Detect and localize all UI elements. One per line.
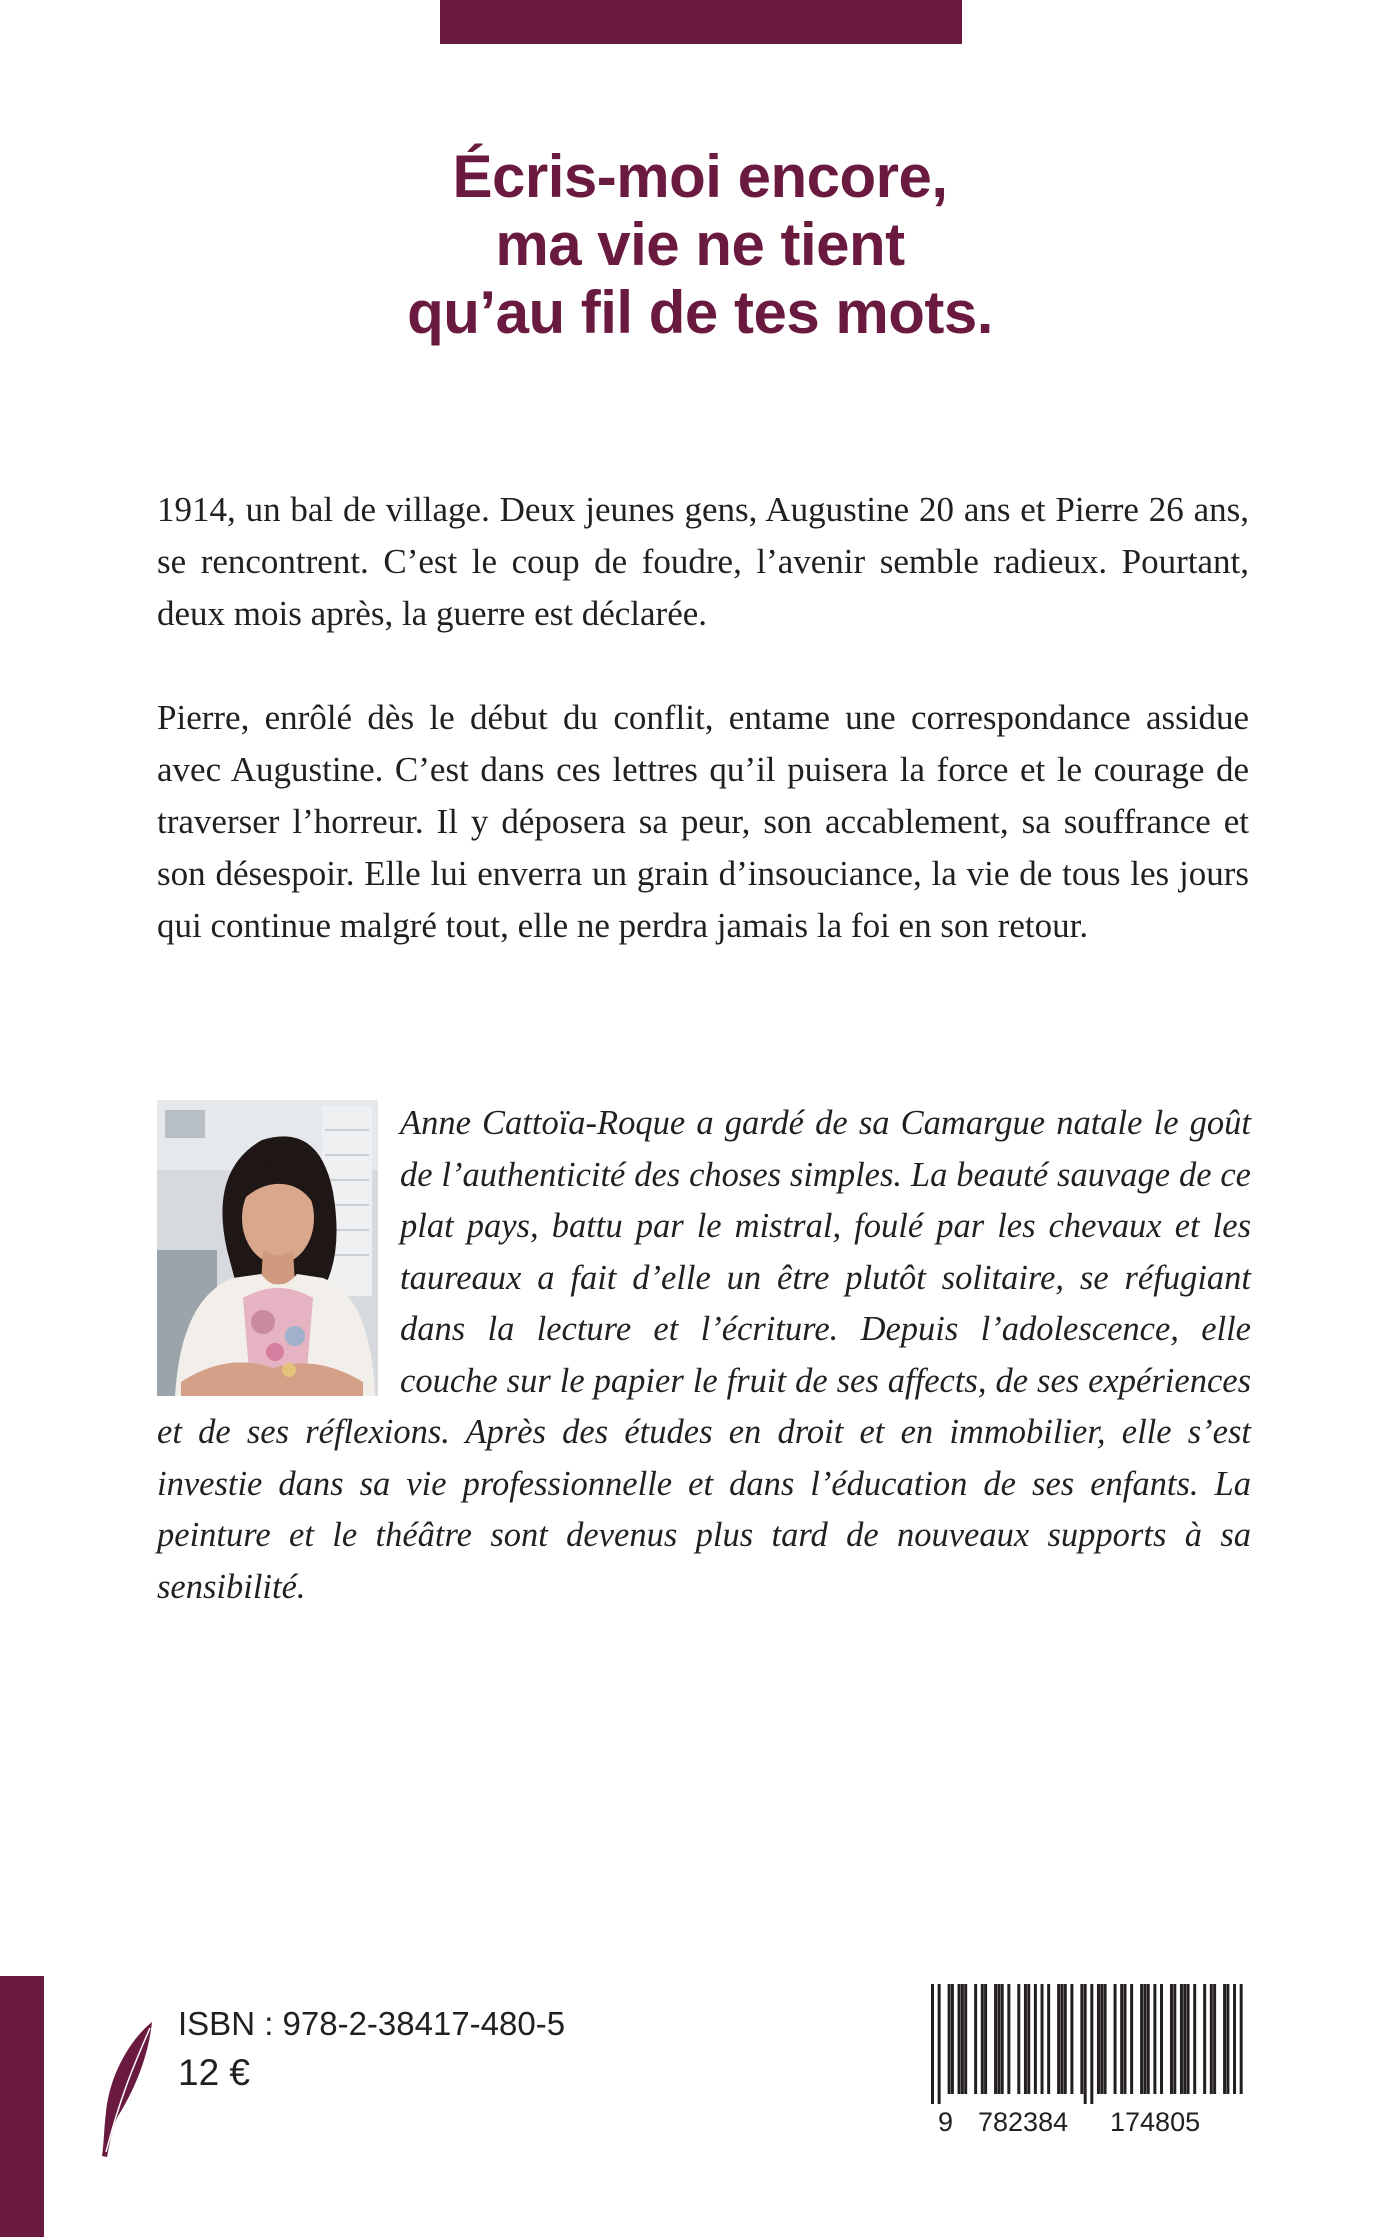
barcode-bar	[1210, 1984, 1213, 2094]
barcode-bar	[974, 1984, 977, 2094]
synopsis-paragraph-1: 1914, un bal de village. Deux jeunes gens, Augustine 20 ans et Pierre 26 ans, se rencontrent. C’est le coup de foudre, l’avenir semble radieux. Pourtant, deux mois après, la guerre est déclarée.	[157, 490, 1249, 633]
barcode-bar	[1223, 1984, 1226, 2094]
barcode-bar	[1084, 1984, 1087, 2104]
barcode-digit-group-1: 782384	[978, 2107, 1069, 2137]
barcode-bar	[1090, 1984, 1093, 2104]
barcode-bar	[1124, 1984, 1127, 2094]
barcode-bar	[1180, 1984, 1183, 2094]
quill-feather-icon	[98, 2020, 158, 2160]
barcode-bar	[1047, 1984, 1050, 2094]
barcode-bar	[1187, 1984, 1190, 2094]
tagline-line-2: ma vie ne tient	[495, 211, 905, 278]
barcode-bar	[1057, 1984, 1060, 2094]
barcode-bar	[1160, 1984, 1163, 2094]
barcode-bar	[1140, 1984, 1143, 2094]
barcode	[931, 1984, 1243, 2172]
price-label: 12 €	[178, 2052, 251, 2093]
barcode-bar	[1007, 1984, 1010, 2094]
barcode-bar	[951, 1984, 954, 2094]
author-photo	[157, 1100, 378, 1396]
side-color-band	[0, 1976, 44, 2237]
barcode-bar	[1034, 1984, 1037, 2094]
barcode-bar	[1060, 1984, 1063, 2094]
top-color-band	[440, 0, 962, 44]
barcode-bar	[1203, 1984, 1206, 2094]
barcode-digit-group-2: 174805	[1110, 2107, 1201, 2137]
barcode-bar	[1193, 1984, 1196, 2094]
tagline	[300, 143, 1100, 347]
barcode-bar	[1226, 1984, 1229, 2094]
synopsis-paragraph-2: Pierre, enrôlé dès le début du conflit, entame une correspondance assidue avec Augustine. C’est dans ces lettres qu’il puisera la force et le courage de traverser l’horreur. Il y déposera sa peur, son accablement, sa souffrance et son désespoir. Elle lui enverra un grain d’insouciance, la vie de tous les jours qui continue malgré tout, elle ne perdra jamais la foi en son retour.	[157, 698, 1249, 945]
barcode-bar	[1183, 1984, 1186, 2094]
author-bio-block	[157, 1098, 1251, 1613]
barcode-bar	[1041, 1984, 1044, 2094]
barcode-bar	[1100, 1984, 1103, 2094]
barcode-bar	[1001, 1984, 1004, 2094]
barcode-bar	[948, 1984, 951, 2094]
barcode-bar	[1097, 1984, 1100, 2094]
barcode-digit-first: 9	[938, 2107, 954, 2137]
barcode-bar	[1080, 1984, 1083, 2094]
tagline-line-3: qu’au fil de tes mots.	[407, 279, 993, 346]
barcode-bar	[1104, 1984, 1107, 2094]
barcode-bar	[1143, 1984, 1146, 2094]
barcode-bar	[1173, 1984, 1176, 2094]
barcode-bar	[1024, 1984, 1027, 2094]
barcode-bar	[1064, 1984, 1067, 2094]
barcode-bar	[1120, 1984, 1123, 2094]
isbn-label: ISBN : 978-2-38417-480-5	[178, 2005, 566, 2042]
barcode-bar	[1130, 1984, 1133, 2094]
barcode-bar	[1240, 1984, 1243, 2094]
barcode-bar	[1147, 1984, 1150, 2094]
barcode-bar	[1017, 1984, 1020, 2094]
barcode-bar	[981, 1984, 984, 2094]
barcode-bar	[938, 1984, 941, 2104]
synopsis	[157, 484, 1249, 1004]
barcode-bar	[961, 1984, 964, 2094]
barcode-bar	[984, 1984, 987, 2094]
barcode-bar	[1027, 1984, 1030, 2094]
barcode-bar	[958, 1984, 961, 2094]
barcode-bar	[931, 1984, 934, 2104]
barcode-bar	[1070, 1984, 1073, 2094]
barcode-bar	[994, 1984, 997, 2094]
barcode-bar	[1170, 1984, 1173, 2094]
barcode-bar	[1153, 1984, 1156, 2094]
barcode-bar	[1233, 1984, 1236, 2094]
author-bio: Anne Cattoïa-Roque a gardé de sa Camargue natale le goût de l’authenticité des choses simples. La beauté sauvage de ce plat pays, battu par le mistral, foulé par les chevaux et les taureaux a fait d’elle un être plutôt solitaire, se réfugiant dans la lecture et l’écriture. Depuis l’adolescence, elle couche sur le papier le fruit de ses affects, de ses expériences et de ses réflexions. Après des études en droit et en immobilier, elle s’est investie dans sa vie professionnelle et dans l’éducation de ses enfants. La peinture et le théâtre sont devenus plus tard de nouveaux supports à sa sensibilité.	[157, 1104, 1251, 1606]
barcode-bar	[964, 1984, 967, 2094]
barcode-bar	[997, 1984, 1000, 2094]
barcode-bar	[1213, 1984, 1216, 2094]
barcode-bar	[1114, 1984, 1117, 2094]
tagline-line-1: Écris-moi encore,	[452, 143, 948, 210]
